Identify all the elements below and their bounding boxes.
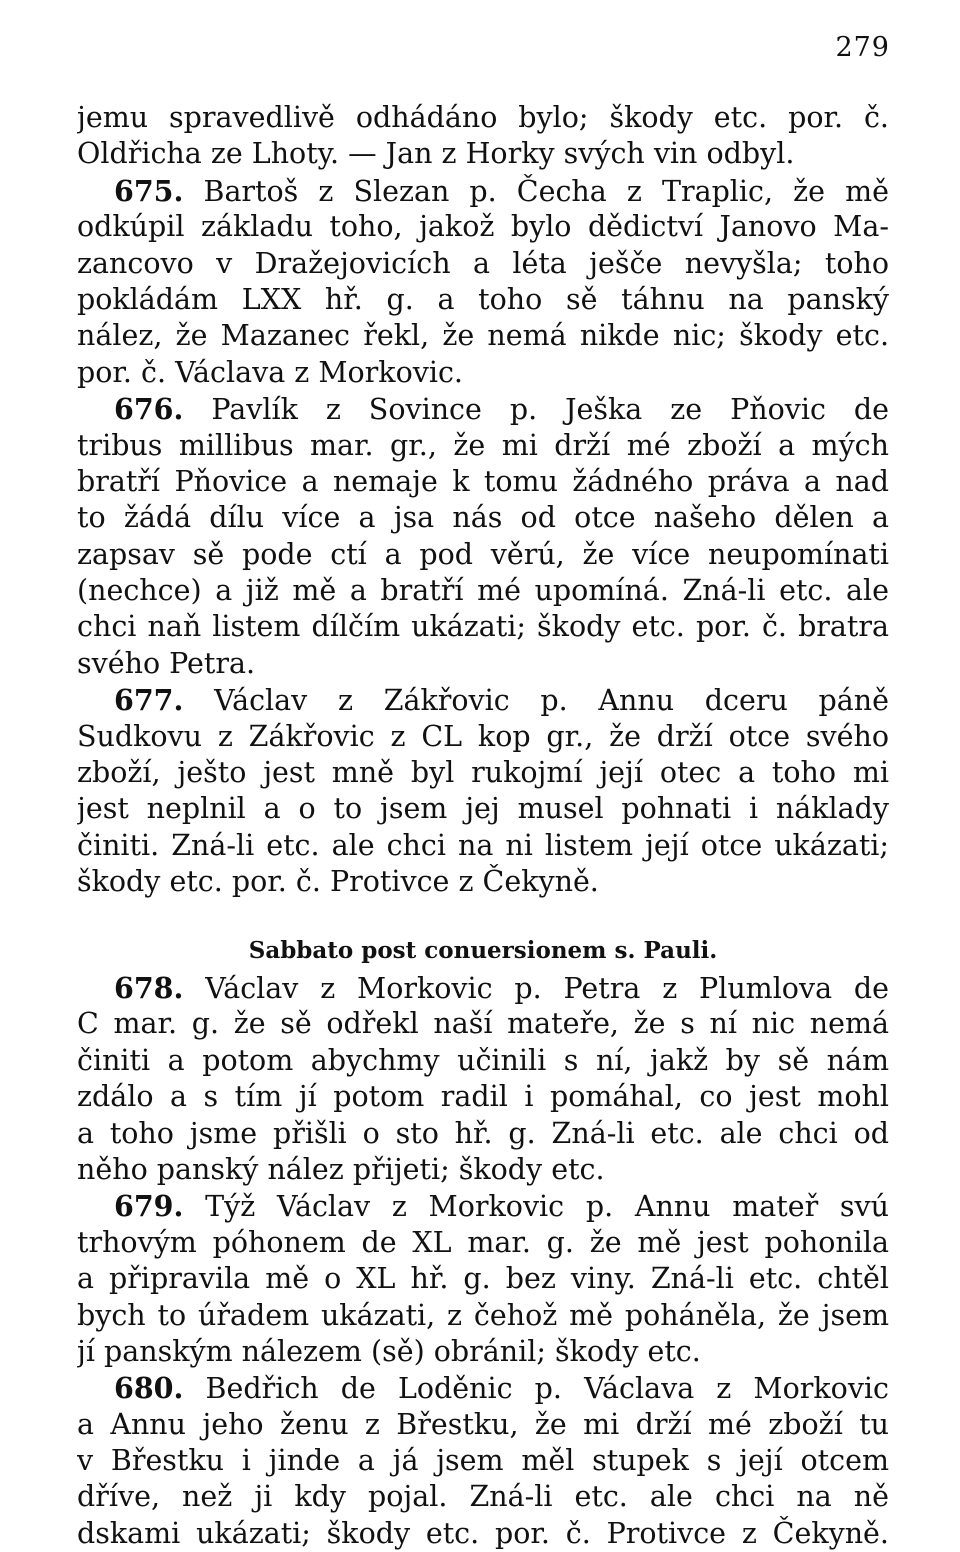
text-line: jemu spravedlivě odhádáno bylo; škody etc. por. č. [77, 101, 889, 134]
entry-number: 677. [114, 683, 184, 718]
text-line: bych to úřadem ukázati, z čehož mě poháněla, že jsem [77, 1298, 889, 1332]
text-line: v Břestku i jinde a já jsem měl stupek s její otcem [77, 1444, 889, 1478]
text-line: činiti. Zná-li etc. ale chci na ni listem její otce ukázati; [77, 828, 889, 862]
page-number: 279 [835, 32, 890, 63]
text-line: chci naň listem dílčím ukázati; škody etc. por. č. bratra [77, 610, 889, 644]
entry-number: 680. [114, 1371, 184, 1406]
text-line: činiti a potom abychmy učinili s ní, jakž by sě nám [77, 1043, 889, 1077]
entry-number: 678. [114, 970, 184, 1005]
text-line: zboží, ješto jest mně byl rukojmí její otec a toho mi [77, 756, 889, 790]
text-line: a toho jsme přišli o sto hř. g. Zná-li etc. ale chci od [77, 1116, 889, 1150]
text-line: nález, že Mazanec řekl, že nemá nikde nic; škody etc. [77, 319, 889, 353]
text-line: dskami ukázati; škody etc. por. č. Protivce z Čekyně. [77, 1516, 889, 1550]
section-heading: Sabbato post conuersionem s. Pauli. [248, 936, 718, 964]
entry-677-first-line: 677. Václav z Zákřovic p. Annu dceru páně [114, 683, 889, 718]
text-line: zapsav sě pode ctí a pod věrú, že více neupomínati [77, 537, 889, 571]
text-line: pokládám LXX hř. g. a toho sě táhnu na panský [77, 282, 889, 316]
text-line: jí panským nálezem (sě) obránil; škody etc. [77, 1334, 701, 1368]
entry-number: 675. [114, 173, 184, 208]
text-line: (nechce) a již mě a bratří mé upomíná. Zná-li etc. ale [77, 574, 889, 608]
text-line: tribus millibus mar. gr., že mi drží mé zboží a mých [77, 428, 889, 462]
entry-number: 679. [114, 1189, 184, 1224]
text-line: C mar. g. že sě odřekl naší mateře, že s ní nic nemá [77, 1007, 889, 1041]
text-line: dříve, než ji kdy pojal. Zná-li etc. ale chci na ně [77, 1480, 889, 1514]
text-line: bratří Pňovice a nemaje k tomu žádného práva a nad [77, 464, 889, 498]
text-line: trhovým póhonem de XL mar. g. že mě jest pohonila [77, 1225, 889, 1259]
entry-676-first-line: 676. Pavlík z Sovince p. Ješka ze Pňovic de [114, 392, 889, 427]
page-text [77, 100, 889, 1552]
entry-679-first-line: 679. Týž Václav z Morkovic p. Annu mateř svú [114, 1189, 889, 1224]
text-line: jest neplnil a o to jsem jej musel pohnati i náklady [77, 792, 889, 826]
entry-number: 676. [114, 392, 184, 427]
text-line: svého Petra. [77, 646, 256, 680]
text-line: Oldřicha ze Lhoty. — Jan z Horky svých vin odbyl. [77, 137, 795, 171]
text-line: zancovo v Dražejovicích a léta ješče nevyšla; toho [77, 246, 889, 280]
text-line: škody etc. por. č. Protivce z Čekyně. [77, 865, 599, 899]
text-line: Sudkovu z Zákřovic z CL kop gr., že drží otce svého [77, 719, 889, 753]
text-line: por. č. Václava z Morkovic. [77, 355, 463, 389]
text-line: odkúpil základu toho, jakož bylo dědictví Janovo Ma- [77, 210, 889, 244]
text-line: a Annu jeho ženu z Břestku, že mi drží mé zboží tu [77, 1407, 889, 1441]
text-line: zdálo a s tím jí potom radil i pomáhal, co jest mohl [77, 1080, 889, 1114]
entry-678-first-line: 678. Václav z Morkovic p. Petra z Plumlova de [114, 970, 889, 1005]
text-line: a připravila mě o XL hř. g. bez viny. Zná-li etc. chtěl [77, 1262, 889, 1296]
entry-675-first-line: 675. Bartoš z Slezan p. Čecha z Traplic, že mě [114, 173, 889, 208]
text-line: něho panský nález přijeti; škody etc. [77, 1152, 605, 1186]
entry-680-first-line: 680. Bedřich de Loděnic p. Václava z Morkovic [114, 1371, 889, 1406]
text-line: to žádá dílu více a jsa nás od otce našeho dělen a [77, 501, 889, 535]
